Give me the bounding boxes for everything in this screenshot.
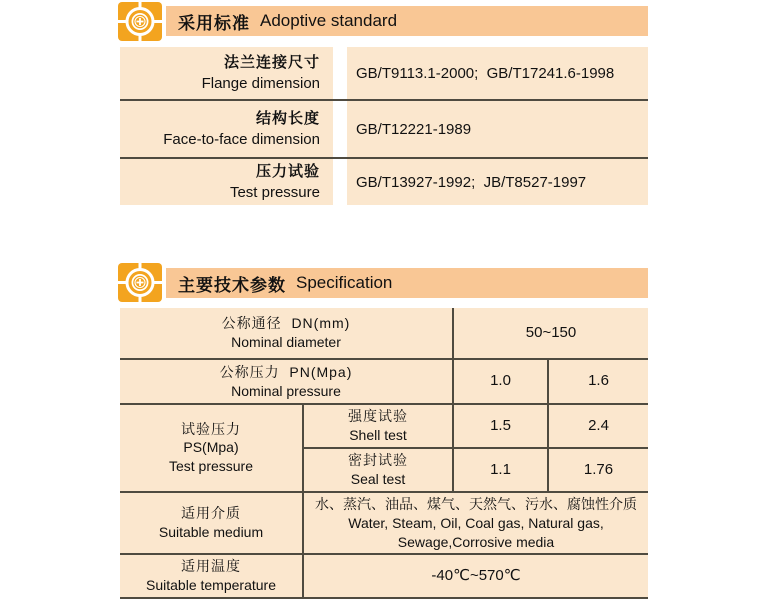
row-value: -40℃~570℃: [303, 554, 648, 598]
row-label: [120, 404, 303, 492]
table-row: [120, 359, 648, 404]
row-value: 1.5: [453, 404, 548, 448]
label-zh: 压力试验: [255, 163, 320, 180]
label-en: Seal test: [350, 470, 406, 487]
row-value: 50~150: [453, 308, 648, 359]
section-title-zh: 主要技术参数: [178, 275, 286, 295]
label-en: Shell test: [349, 427, 407, 443]
row-label: [120, 308, 453, 359]
row-value: [303, 492, 648, 555]
label-en: Flange dimension: [201, 75, 320, 92]
specification-table: [120, 308, 648, 599]
label-en: Suitable medium: [158, 524, 264, 541]
sub-row-label: [303, 448, 453, 492]
label-en: Suitable temperature: [146, 577, 276, 594]
row-label: [120, 492, 303, 555]
row-value: GB/T13927-1992; JB/T8527-1997: [347, 159, 648, 205]
label-en: Nominal diameter: [231, 334, 341, 350]
label-en: Nominal pressure: [231, 382, 341, 399]
label-zh: 公称压力 PN(Mpa): [219, 363, 353, 380]
label-zh: 试验压力: [181, 420, 241, 437]
label-mid: PS(Mpa): [183, 439, 239, 456]
table-row: [120, 308, 648, 359]
label-zh: 适用温度: [181, 558, 241, 575]
column-gap: [333, 47, 347, 99]
table-row: [120, 47, 648, 99]
row-label: [120, 47, 333, 99]
section-header-specification: [166, 268, 648, 298]
target-crosshair-icon: [118, 263, 162, 302]
section-title-en: Specification: [296, 273, 393, 292]
label-zh: 法兰连接尺寸: [223, 54, 320, 71]
row-label: [120, 159, 333, 205]
row-value: 1.1: [453, 448, 548, 492]
label-en: Test pressure: [229, 184, 320, 201]
row-value: 1.76: [548, 448, 648, 492]
label-en: Test pressure: [168, 458, 254, 475]
target-crosshair-icon: [118, 2, 162, 41]
section-title-zh: 采用标准: [178, 13, 250, 33]
label-zh: 结构长度: [255, 110, 320, 127]
value-en: Water, Steam, Oil, Coal gas, Natural gas,: [348, 514, 604, 531]
label-zh: 强度试验: [348, 408, 408, 425]
row-label: [120, 554, 303, 598]
section-header-adoptive-standard: [166, 6, 648, 36]
row-label: [120, 101, 333, 157]
sub-row-label: [303, 404, 453, 448]
label-zh: 公称通径 DN(mm): [221, 315, 351, 332]
row-value: 2.4: [548, 404, 648, 448]
row-value: GB/T9113.1-2000; GB/T17241.6-1998: [347, 47, 648, 99]
row-value: 1.0: [453, 359, 548, 404]
adoptive-standard-table: [120, 47, 648, 205]
label-en: Face-to-face dimension: [163, 131, 320, 148]
column-gap: [333, 159, 347, 205]
row-value: GB/T12221-1989: [347, 101, 648, 157]
value-en: Sewage,Corrosive media: [397, 533, 555, 550]
row-label: [120, 359, 453, 404]
column-gap: [333, 101, 347, 157]
table-row: [120, 492, 648, 555]
table-row: [120, 404, 648, 448]
label-zh: 适用介质: [181, 505, 241, 522]
row-value: 1.6: [548, 359, 648, 404]
section-title-en: Adoptive standard: [260, 11, 398, 30]
label-zh: 密封试验: [348, 452, 408, 468]
table-row: [120, 159, 648, 205]
table-row: [120, 554, 648, 598]
table-row: [120, 101, 648, 157]
value-zh: 水、蒸汽、油品、煤气、天然气、污水、腐蚀性介质: [315, 495, 637, 512]
